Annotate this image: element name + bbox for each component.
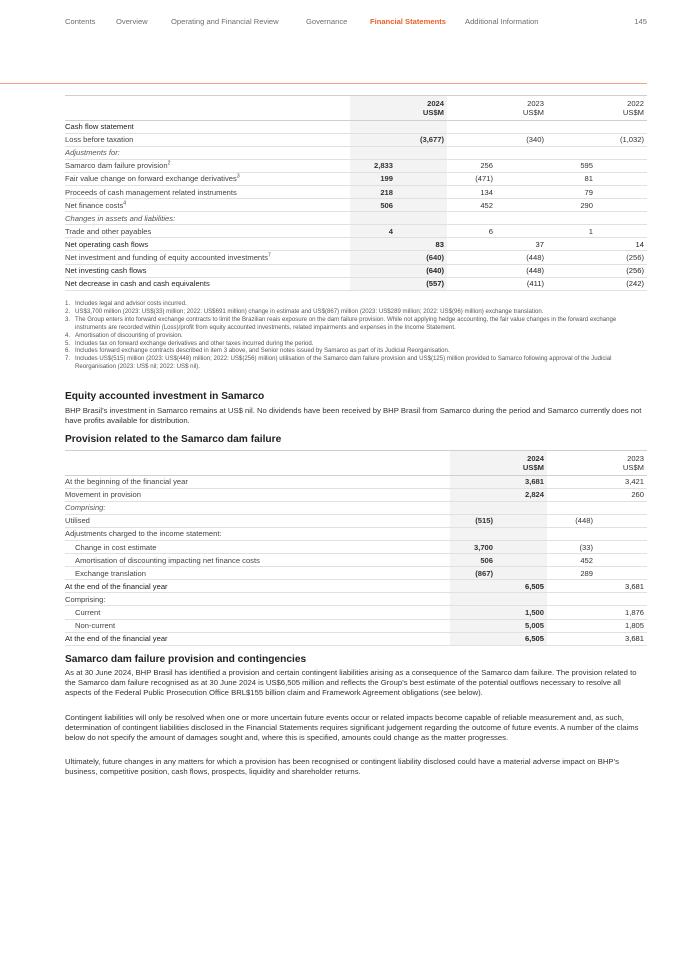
table-row: Adjustments for: xyxy=(65,146,647,159)
table-row: Changes in assets and liabilities: xyxy=(65,212,647,225)
column-header-2023: 2023 US$M xyxy=(447,96,547,120)
equity-paragraph: BHP Brasil’s investment in Samarco remains at US$ nil. No dividends have been received by BHP Brasil from Samarco during the period and Samarco currently does not have profits available for distribution. xyxy=(65,406,642,426)
contingencies-paragraph-3: Ultimately, future changes in any matters for which a provision has been recognised or contingent liability disclosed could have a material adverse impact on BHP’s business, competitive position, cash flows, prospects, liquidity and shareholder returns. xyxy=(65,757,619,777)
contingencies-heading: Samarco dam failure provision and contingencies xyxy=(65,654,307,665)
table-header-row xyxy=(65,96,647,120)
table-row: Net operating cash flows 83 37 14 xyxy=(65,238,647,251)
table-row: Exchange translation (867) 289 xyxy=(65,567,647,580)
nav-financial-statements[interactable]: Financial Statements xyxy=(370,17,446,26)
column-header-2023: 2023 US$M xyxy=(547,451,647,475)
column-header-2022: 2022 US$M xyxy=(547,96,647,120)
table-row: Non-current 5,005 1,805 xyxy=(65,619,647,632)
table-row: Net investment and funding of equity accounted investments$^7$ (640) (448) (256) xyxy=(65,251,647,264)
column-header-2024: 2024 US$M xyxy=(450,451,547,475)
provision-heading: Provision related to the Samarco dam failure xyxy=(65,434,282,445)
table-row: Utilised (515) (448) xyxy=(65,514,647,527)
footnote: 2. US$3,700 million (2023: US$(33) million; 2022: US$691 million) change in estimate and US$(867) million (2023: US$289 million; 2022: US$(96) million) exchange translation. xyxy=(65,307,544,315)
table-row: Samarco dam failure provision$^2$ 2,833 256 595 xyxy=(65,159,647,172)
table-row: Comprising: xyxy=(65,593,647,606)
equity-heading: Equity accounted investment in Samarco xyxy=(65,391,265,402)
table-row: Net investing cash flows (640) (448) (256) xyxy=(65,264,647,277)
footnote: 5. Includes tax on forward exchange derivatives and other taxes incurred during the period. xyxy=(65,339,314,347)
table-row: Net decrease in cash and cash equivalents (557) (411) (242) xyxy=(65,277,647,290)
table-row: Current 1,500 1,876 xyxy=(65,606,647,619)
nav-governance[interactable]: Governance xyxy=(306,17,348,26)
nav-additional-information[interactable]: Additional Information xyxy=(465,17,539,26)
table-row: Change in cost estimate 3,700 (33) xyxy=(65,540,647,553)
table-row: At the end of the financial year 6,505 3,681 xyxy=(65,632,647,645)
footnote: 1. Includes legal and advisor costs incurred. xyxy=(65,300,187,307)
table-row: Comprising: xyxy=(65,501,647,514)
nav-overview[interactable]: Overview xyxy=(116,17,148,26)
table-row: Loss before taxation (3,677) (340) (1,032) xyxy=(65,133,647,146)
contingencies-paragraph-1: As at 30 June 2024, BHP Brasil has identified a provision and certain contingent liabilities arising as a consequence of the Samarco dam failure. The provision related to the Samarco dam failure recognised as at 30 June 2024 is US$6,505 million and reflects the Group’s best estimate of the potential outflows necessary to resolve all aspects of the Federal Public Prosecution Office BRL$155 billion claim and Framework Agreement obligations (see below). xyxy=(65,668,637,698)
table-row: Cash flow statement xyxy=(65,120,647,133)
footnote: 4. Amortisation of discounting of provision. xyxy=(65,331,183,339)
top-navigation xyxy=(65,17,647,29)
table-row: At the beginning of the financial year 3,681 3,421 xyxy=(65,475,647,488)
table-row: At the end of the financial year 6,505 3,681 xyxy=(65,580,647,593)
table-row: Fair value change on forward exchange derivatives$^3$ 199 (471) 81 xyxy=(65,172,647,185)
table-row: Movement in provision 2,824 260 xyxy=(65,488,647,501)
provision-table xyxy=(65,451,647,646)
page-number: 145 xyxy=(634,17,647,26)
table-row: Adjustments charged to the income statement: xyxy=(65,527,647,540)
nav-contents[interactable]: Contents xyxy=(65,17,96,26)
cash-flow-table xyxy=(65,96,647,291)
footnotes xyxy=(65,300,647,371)
table-row: Proceeds of cash management related instruments 218 134 79 xyxy=(65,185,647,198)
table-header-row xyxy=(65,451,647,475)
nav-operating-and-financial-review[interactable]: Operating and Financial Review xyxy=(171,17,279,26)
table-row: Trade and other payables 4 6 1 xyxy=(65,225,647,238)
table-row: Amortisation of discounting impacting net finance costs 506 452 xyxy=(65,554,647,567)
footnote: 3. The Group enters into forward exchange contracts to limit the Brazilian reais exposure on the dam failure provision. While not applying hedge accounting, the fair value changes in the forward exchange instruments are recorded within (Loss)/profit from equity accounted investments, related impairments and expenses in the Income Statement. xyxy=(65,315,617,331)
header-divider xyxy=(0,83,647,84)
footnote: 7. Includes US$(515) million (2023: US$(448) million; 2022: US$(256) million) utilisation of the Samarco dam failure provision and US$(125) million provided to Samarco following approval of the Judicial Reorganisation (2023: US$ nil; 2022: US$ nil). xyxy=(65,355,612,371)
contingencies-paragraph-2: Contingent liabilities will only be resolved when one or more uncertain future events occur or related impacts become capable of reliable measurement and, as such, determination of contingent liabilities disclosed in the Financial Statements requires significant judgement regarding the outcome of future events. A number of the claims below do not specify the amount of damages sought and, where this is specified, amounts could change as the matter progresses. xyxy=(65,713,639,743)
column-header-2024: 2024 US$M xyxy=(350,96,447,120)
table-row: Net finance costs$^4$ 506 452 290 xyxy=(65,199,647,212)
footnote: 6. Includes forward exchange contracts described in item 3 above, and Senior notes issued by Samarco as part of its Judicial Reorganisation. xyxy=(65,347,450,355)
